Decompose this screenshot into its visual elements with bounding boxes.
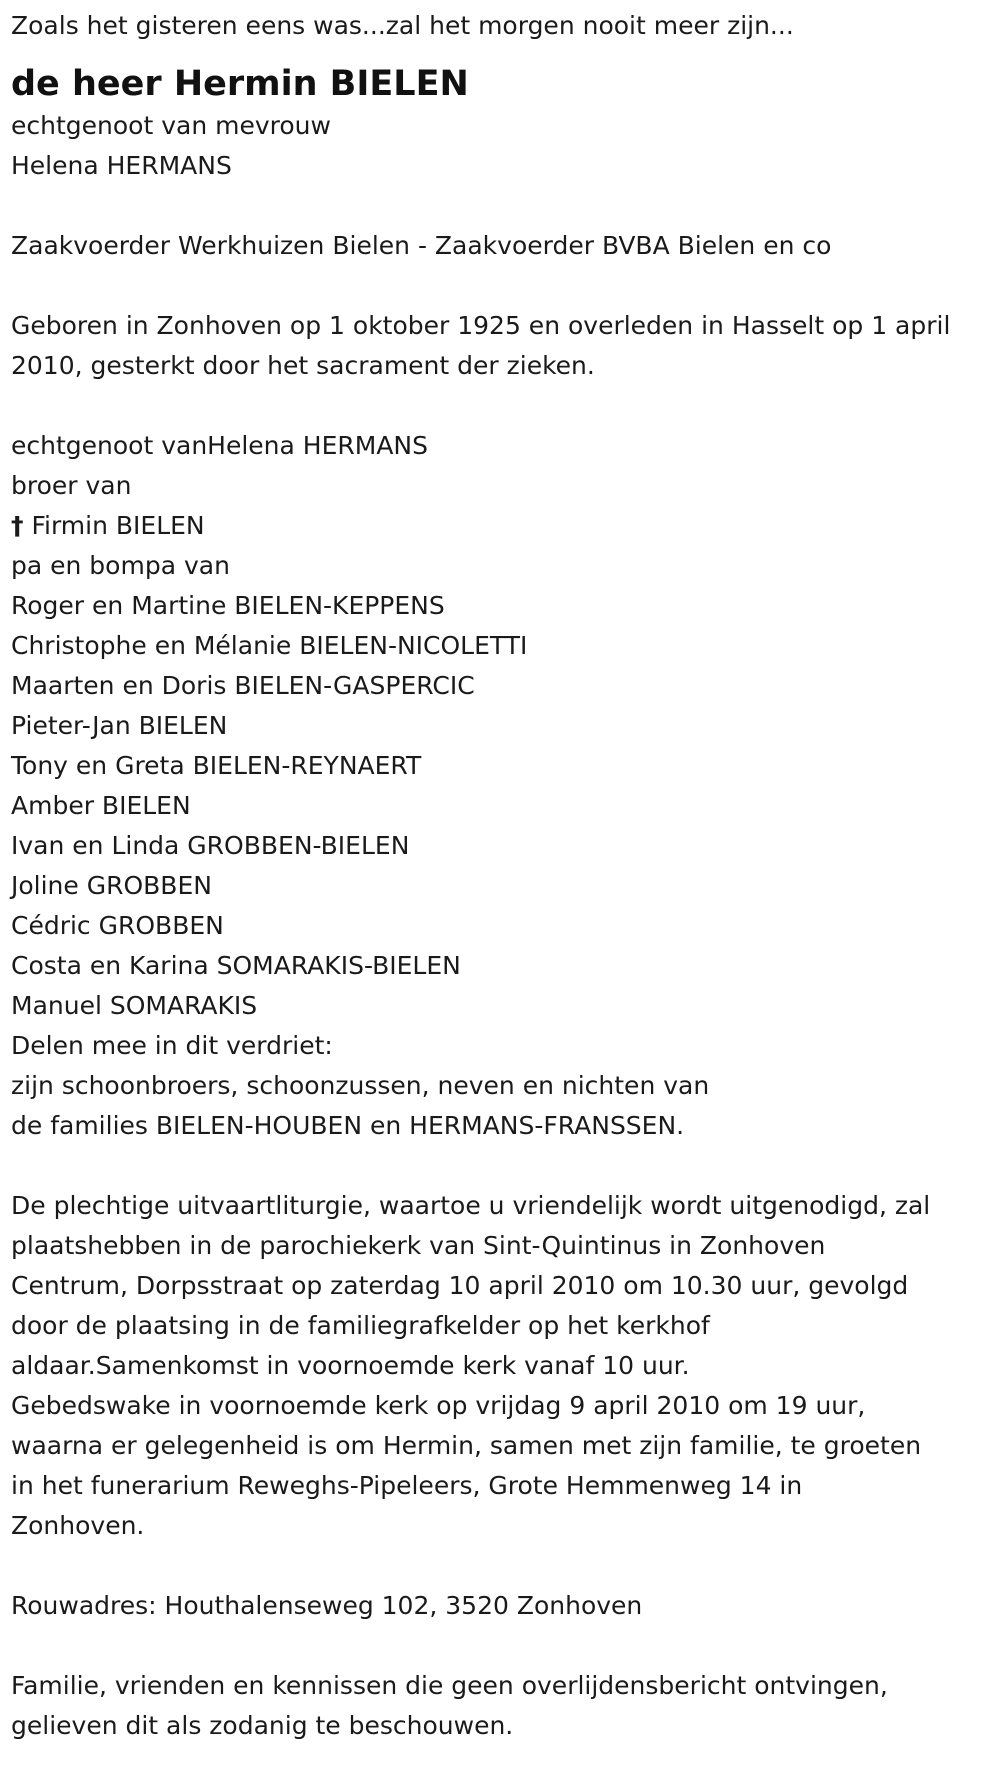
- spouse-intro: echtgenoot van mevrouw: [11, 111, 331, 140]
- relatives-line: de families BIELEN-HOUBEN en HERMANS-FRANSSEN.: [11, 1111, 685, 1140]
- family-member: Joline GROBBEN: [11, 871, 212, 900]
- family-member: Roger en Martine BIELEN-KEPPENS: [11, 591, 445, 620]
- deceased-name-heading: de heer Hermin BIELEN: [11, 64, 469, 104]
- birth-death-line: 2010, gesterkt door het sacrament der zieken.: [11, 351, 595, 380]
- birth-death-line: Geboren in Zonhoven op 1 oktober 1925 en overleden in Hasselt op 1 april: [11, 311, 951, 340]
- deceased-brother: [11, 506, 990, 546]
- brother-intro: broer van: [11, 471, 132, 500]
- spouse-name: Helena HERMANS: [11, 151, 232, 180]
- family-section: [11, 426, 990, 1146]
- children-intro: pa en bompa van: [11, 551, 230, 580]
- ceremony-line: in het funerarium Reweghs-Pipeleers, Grote Hemmenweg 14 in: [11, 1471, 803, 1500]
- motto: Zoals het gisteren eens was...zal het morgen nooit meer zijn...: [11, 11, 794, 40]
- ceremony-line: plaatshebben in de parochiekerk van Sint-Quintinus in Zonhoven: [11, 1231, 826, 1260]
- family-member: Pieter-Jan BIELEN: [11, 711, 228, 740]
- family-member: Manuel SOMARAKIS: [11, 991, 258, 1020]
- sharing-intro: Delen mee in dit verdriet:: [11, 1031, 333, 1060]
- ceremony-line: door de plaatsing in de familiegrafkelder op het kerkhof: [11, 1311, 710, 1340]
- closing-line: Familie, vrienden en kennissen die geen overlijdensbericht ontvingen,: [11, 1671, 888, 1700]
- occupation: Zaakvoerder Werkhuizen Bielen - Zaakvoerder BVBA Bielen en co: [11, 231, 832, 260]
- ceremony-line: Gebedswake in voornoemde kerk op vrijdag 9 april 2010 om 19 uur,: [11, 1391, 866, 1420]
- relatives-line: zijn schoonbroers, schoonzussen, neven en nichten van: [11, 1071, 710, 1100]
- family-member: Amber BIELEN: [11, 791, 191, 820]
- ceremony-line: aldaar.Samenkomst in voornoemde kerk vanaf 10 uur.: [11, 1351, 690, 1380]
- cross-icon: †: [11, 511, 24, 540]
- closing-line: gelieven dit als zodanig te beschouwen.: [11, 1711, 514, 1740]
- ceremony-line: De plechtige uitvaartliturgie, waartoe u vriendelijk wordt uitgenodigd, zal: [11, 1191, 931, 1220]
- ceremony-line: waarna er gelegenheid is om Hermin, samen met zijn familie, te groeten: [11, 1431, 922, 1460]
- family-spouse-line: echtgenoot vanHelena HERMANS: [11, 431, 428, 460]
- spacer: [11, 386, 990, 426]
- ceremony-line: Zonhoven.: [11, 1511, 145, 1540]
- mourning-address: Rouwadres: Houthalenseweg 102, 3520 Zonhoven: [11, 1591, 643, 1620]
- spacer: [11, 1546, 990, 1586]
- spacer: [11, 186, 990, 226]
- spacer: [11, 266, 990, 306]
- family-member: Cédric GROBBEN: [11, 911, 224, 940]
- family-member: Christophe en Mélanie BIELEN-NICOLETTI: [11, 631, 528, 660]
- spacer: [11, 1626, 990, 1666]
- family-member: Costa en Karina SOMARAKIS-BIELEN: [11, 951, 461, 980]
- ceremony-line: Centrum, Dorpsstraat op zaterdag 10 april 2010 om 10.30 uur, gevolgd: [11, 1271, 909, 1300]
- ceremony-section: [11, 1186, 990, 1546]
- family-member: Maarten en Doris BIELEN-GASPERCIC: [11, 671, 475, 700]
- spacer: [11, 1146, 990, 1186]
- deceased-brother-name: Firmin BIELEN: [31, 511, 205, 540]
- family-member: Tony en Greta BIELEN-REYNAERT: [11, 751, 422, 780]
- family-member: Ivan en Linda GROBBEN-BIELEN: [11, 831, 410, 860]
